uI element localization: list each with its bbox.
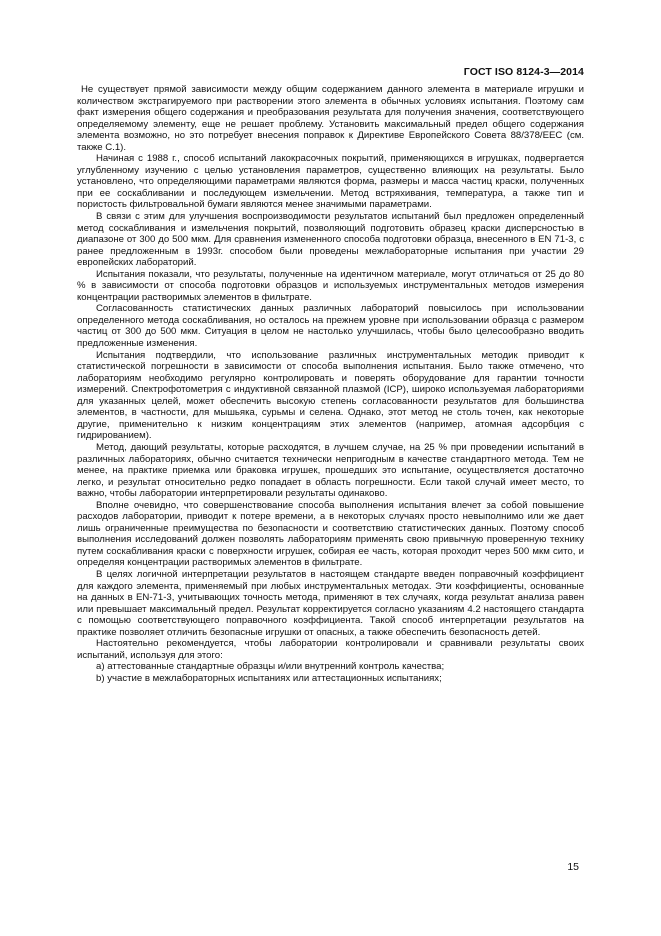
paragraph: Вполне очевидно, что совершенствование способа выполнения испытания влечет за собой повышение расходов лаборатории, приводит к потере времени, а в некоторых случаях просто невыполнимо или же дает лишь ограниченные преимущества по безопасности и соответствию статистических данных. Поэтому способ выполнения исследований должен позволять лабораториям применять свою привычную проверенную технику путем соскабливания краски с поверхности игрушек, собирая ее часть, которая проходит через 500 мкм сито, и определяя концентрации растворимых элементов в фильтрате. xyxy=(77,499,584,569)
paragraph: Начиная с 1988 г., способ испытаний лакокрасочных покрытий, применяющихся в игрушках, подвергается углубленному изучению с целью установления параметров, существенно влияющих на результаты. Было установлено, что определяющими параметрами являются форма, размеры и масса частиц краски, полученных при ее соскабливании и последующем измельчении. Метод встряхивания, температура, а также тип и пористость фильтровальной бумаги являются менее значимыми параметрами. xyxy=(77,153,584,211)
paragraph: Испытания показали, что результаты, полученные на идентичном материале, могут отличаться от 25 до 80 % в зависимости от способа подготовки образцов и используемых инструментальных методов измерения концентрации растворимых элементов в фильтрате. xyxy=(77,268,584,303)
document-body xyxy=(77,84,584,684)
paragraph: В целях логичной интерпретации результатов в настоящем стандарте введен поправочный коэффициент для каждого элемента, применяемый при любых инструментальных методах. Эти коэффициенты, основанные на данных в EN-71-3, учитывающих точность метода, применяют в тех случаях, когда результат анализа равен или превышает максимальный предел. Результат корректируется согласно указаниям 4.2 настоящего стандарта с помощью соответствующего поправочного коэффициента. Такой способ интерпретации результатов на практике позволяет отличить безопасные игрушки от опасных, а также обеспечить безопасность детей. xyxy=(77,568,584,638)
list-item: b) участие в межлабораторных испытаниях или аттестационных испытаниях; xyxy=(96,672,442,684)
page-number: 15 xyxy=(567,861,579,873)
paragraph: Не существует прямой зависимости между общим содержанием данного элемента в материале игрушки и количеством экстрагируемого при растворении этого элемента в обычных условиях испытания. Поэтому сам факт измерения общего содержания и преобразования результата для получения значения, соответствующего определяемому элементу, еще не решает проблему. Установить максимальный предел общего содержания элемента возможно, но это потребует внесения поправок к Директиве Европейского Совета 88/378/ЕЕС (см. также С.1). xyxy=(77,84,584,153)
paragraph: В связи с этим для улучшения воспроизводимости результатов испытаний был предложен определенный метод соскабливания и измельчения покрытий, позволяющий подготовить образец краски дисперсностью в диапазоне от 300 до 500 мкм. Для сравнения измененного способа подготовки образца, внесенного в EN 71-3, с ранее предложенным в 1993г. способом были проведены межлабораторные испытания при участии 29 европейских лабораторий. xyxy=(77,211,584,269)
paragraph: Настоятельно рекомендуется, чтобы лаборатории контролировали и сравнивали результаты своих испытаний, используя для этого: xyxy=(77,638,584,661)
paragraph: Испытания подтвердили, что использование различных инструментальных методик приводит к статистической погрешности в зависимости от способа выполнения испытания. Было также отмечено, что лабораториям необходимо регулярно контролировать и поверять оборудование для гарантии точности измерений. Спектрофотометрия с индуктивной связанной плазмой (ICP), широко используемая лабораториями для указанных целей, может обеспечить высокую степень согласованности результатов для большинства элементов, в частности, для мышьяка, сурьмы и селена. Однако, этот метод не столь точен, как некоторые другие, применительно к низким концентрациям этих элементов (например, атомная адсорбция с гидрированием). xyxy=(77,349,584,442)
list-item: a) аттестованные стандартные образцы и/или внутренний контроль качества; xyxy=(96,661,445,673)
standard-header: ГОСТ ISO 8124-3—2014 xyxy=(463,66,584,78)
paragraph: Согласованность статистических данных различных лабораторий повысилось при использовании определенного метода соскабливания, но осталось на прежнем уровне при использовании образца с размером частиц от 300 до 500 мкм. Ситуация в целом не настолько улучшилась, чтобы было целесообразно вводить предложенные изменения. xyxy=(77,303,584,350)
paragraph: Метод, дающий результаты, которые расходятся, в лучшем случае, на 25 % при проведении испытаний в различных лабораториях, обычно считается технически непригодным в качестве стандартного метода. Тем не менее, на практике приемка или браковка игрушек, прошедших это испытание, осуществляется достаточно легко, и результат относительно редко попадает в область погрешности. Если такой случай имеет место, то важно, чтобы лаборатории интерпретировали результаты одинаково. xyxy=(77,441,584,500)
